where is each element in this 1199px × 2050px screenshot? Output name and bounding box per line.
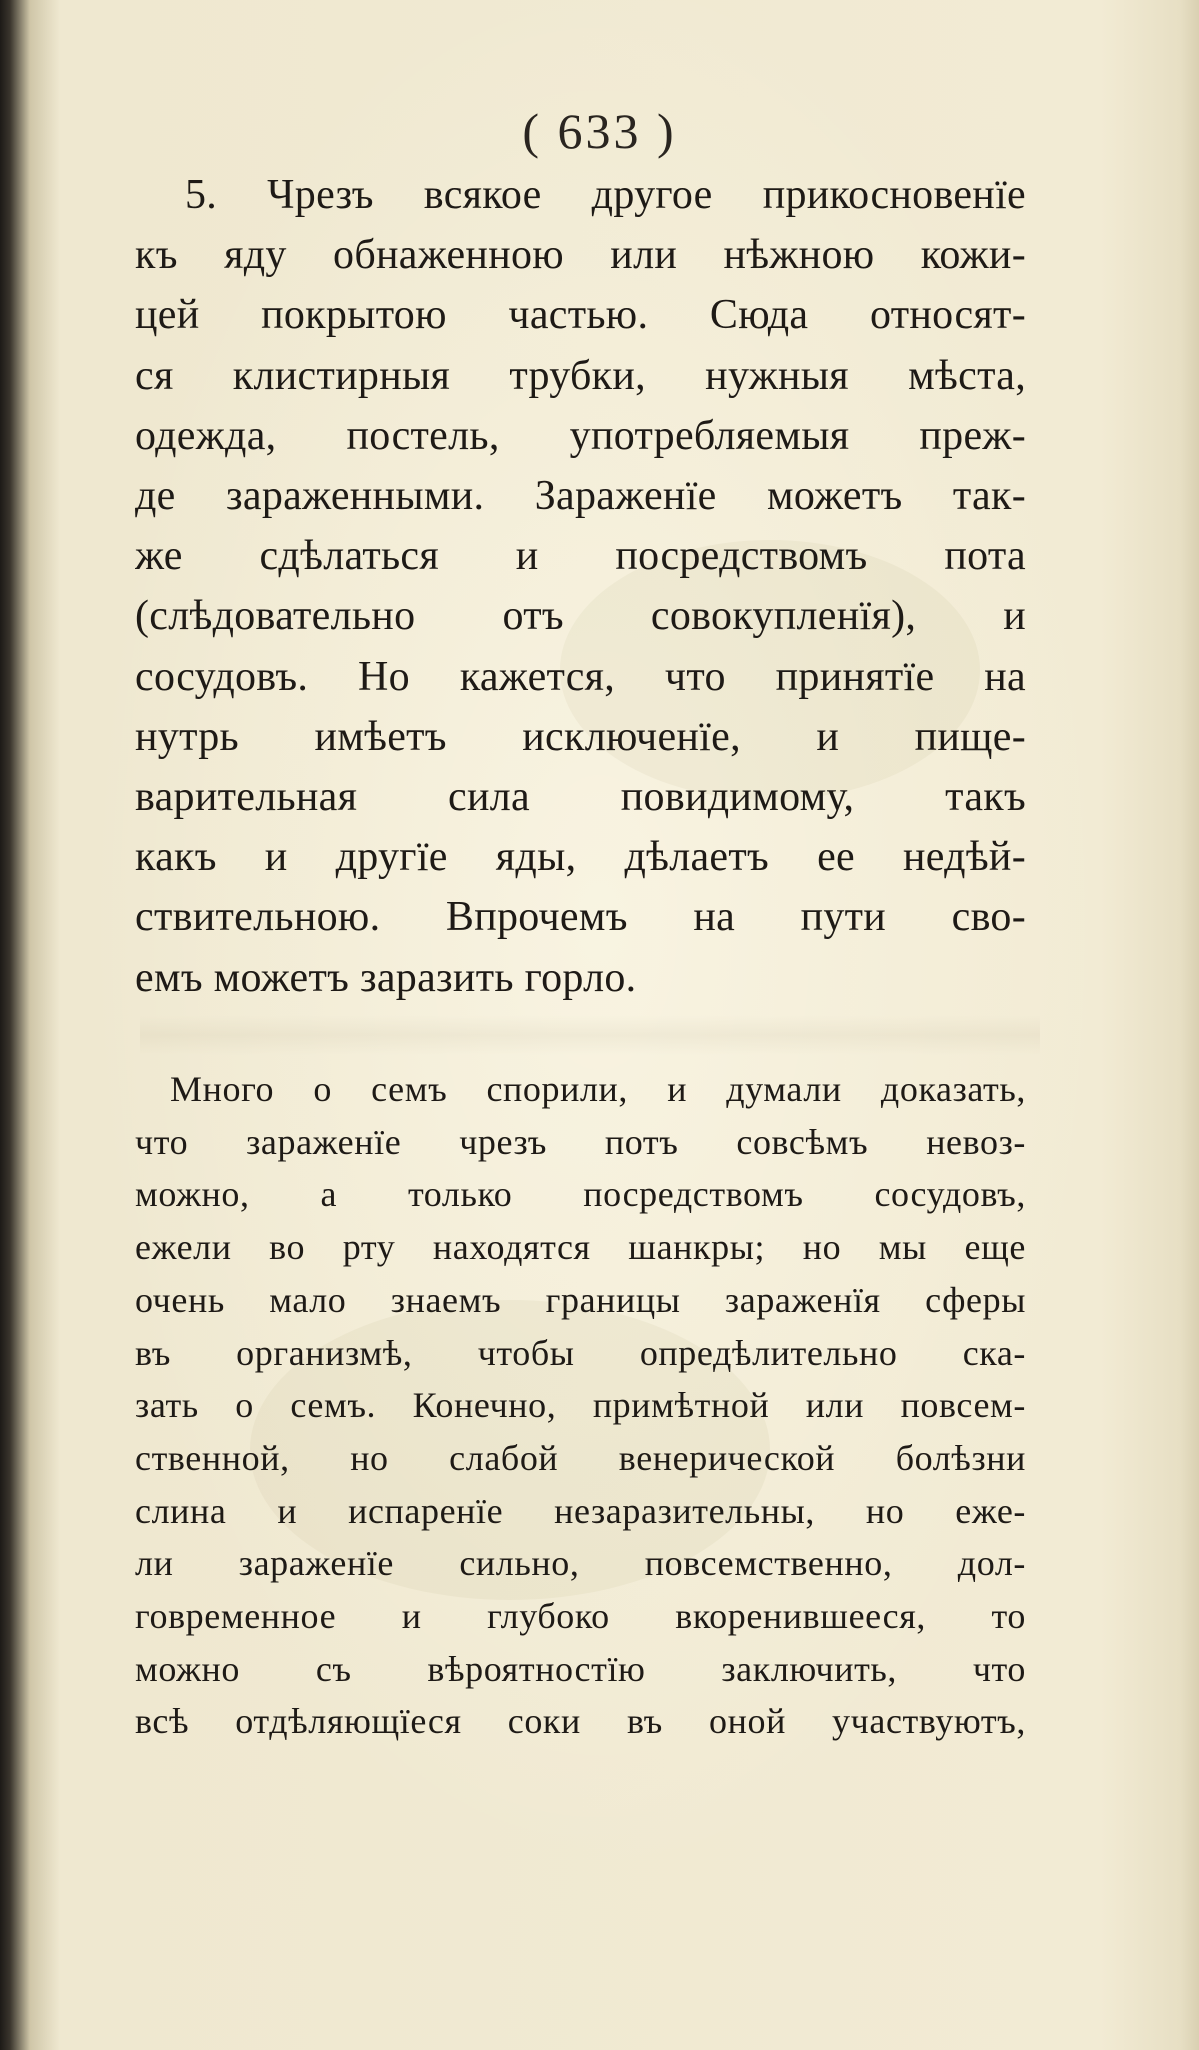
text-line: де зараженными. Зараженїе можетъ так- [135, 473, 1026, 520]
text-line: къ яду обнаженною или нѣжною кожи- [135, 232, 1026, 279]
text-line: ежели во рту находятся шанкры; но мы еще [135, 1227, 1026, 1268]
text-line: въ организмѣ, чтобы опредѣлительно ска- [135, 1332, 1026, 1373]
text-line: ся клистирныя трубки, нужныя мѣста, [135, 352, 1026, 399]
text-line: нутрь имѣетъ исключенїе, и пище- [135, 713, 1026, 760]
text-line: Много о семъ спорили, и думали доказать, [170, 1069, 1026, 1109]
text-line: сосудовъ. Но кажется, что принятїе на [135, 653, 1026, 700]
text-line: можно съ вѣроятностїю заключить, что [135, 1648, 1026, 1689]
text-line: зать о семъ. Конечно, примѣтной или повсем- [135, 1385, 1026, 1426]
text-line: что зараженїе чрезъ потъ совсѣмъ невоз- [135, 1121, 1026, 1162]
text-line: емъ можетъ заразить горло. [135, 954, 637, 1001]
text-line: ственной, но слабой венерической болѣзни [135, 1437, 1026, 1478]
text-line: говременное и глубоко вкоренившееся, то [135, 1596, 1026, 1637]
text-line: можно, а только посредствомъ сосудовъ, [135, 1174, 1026, 1215]
text-line: цей покрытою частью. Сюда относят- [135, 292, 1026, 339]
paragraph-commentary [135, 1063, 1026, 1748]
text-line: какъ и другїе яды, дѣлаетъ ее недѣй- [135, 834, 1026, 881]
text-line: ствительною. Впрочемъ на пути сво- [135, 894, 1026, 941]
text-line: всѣ отдѣляющїеся соки въ оной участвуютъ, [135, 1701, 1026, 1742]
text-line: варительная сила повидимому, такъ [135, 774, 1026, 821]
text-line: очень мало знаемъ границы зараженїя сферы [135, 1279, 1026, 1320]
page-number: ( 633 ) [522, 103, 677, 159]
ink-bleed-through [140, 1015, 1040, 1055]
text-line: 5. Чрезъ всякое другое прикосновенїе [185, 172, 1026, 218]
text-line: ли зараженїе сильно, повсемственно, дол- [135, 1543, 1026, 1584]
text-line: одежда, постель, употребляемыя преж- [135, 412, 1026, 459]
paragraph-item-5 [135, 165, 1026, 1008]
text-line: слина и испаренїе незаразительны, но еже- [135, 1490, 1026, 1531]
text-line: (слѣдовательно отъ совокупленїя), и [135, 593, 1026, 640]
text-line: же сдѣлаться и посредствомъ пота [135, 533, 1026, 580]
